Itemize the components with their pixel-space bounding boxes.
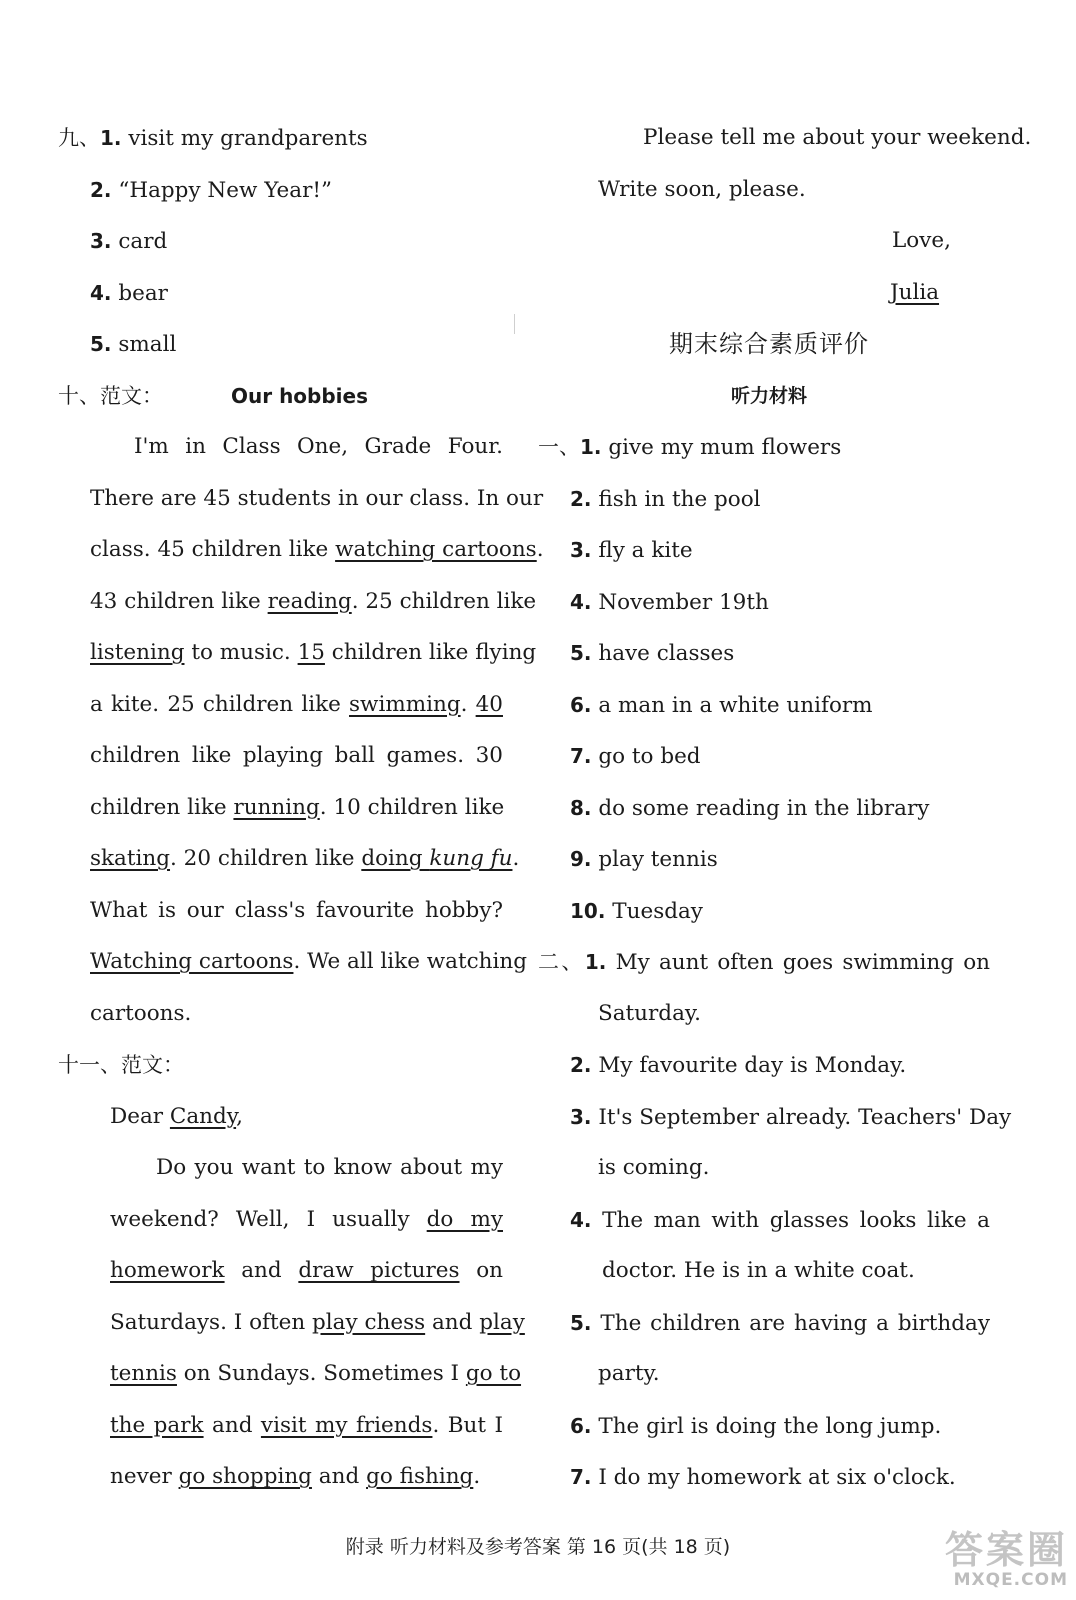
sec9-item-5: 5. small bbox=[90, 332, 177, 357]
sec2-marker: 二、 bbox=[538, 950, 585, 974]
sec11-marker: 十一、范文： bbox=[58, 1053, 184, 1077]
essay-title: Our hobbies bbox=[231, 383, 369, 408]
sec2-item-5-cont: party. bbox=[598, 1361, 660, 1386]
sec1-item-4: 4. November 19th bbox=[570, 589, 769, 615]
sec2-item-5: 5. The children are having a birthday bbox=[570, 1310, 990, 1336]
sec10-header bbox=[58, 373, 503, 425]
sec9-item-3: 3. card bbox=[90, 229, 168, 254]
sec1-item-6: 6. a man in a white uniform bbox=[570, 692, 873, 718]
sec9-item-2: 2. “Happy New Year!” bbox=[90, 177, 332, 203]
essay-line: What is our class's favourite hobby? bbox=[90, 897, 503, 923]
sec2-item-4: 4. The man with glasses looks like a bbox=[570, 1207, 990, 1233]
sec2-item-3: 3. It's September already. Teachers' Day bbox=[570, 1104, 1012, 1130]
right-column bbox=[538, 115, 1032, 1506]
sec9-item-4: 4. bear bbox=[90, 280, 168, 306]
sec1-item-7: 7. go to bed bbox=[570, 744, 701, 769]
page-footer: 附录 听力材料及参考答案 第 16 页(共 18 页) bbox=[345, 1536, 731, 1558]
essay-line: children like running. 10 children like bbox=[90, 794, 505, 820]
watermark-logo bbox=[938, 1530, 1068, 1592]
sec2-item-3-cont: is coming. bbox=[598, 1155, 710, 1180]
listening-title: 听力材料 bbox=[730, 384, 807, 407]
sec11-header bbox=[58, 1042, 503, 1094]
sec9-marker: 九、 bbox=[58, 126, 100, 150]
sec2-item-6: 6. The girl is doing the long jump. bbox=[570, 1413, 942, 1439]
essay-line: There are 45 students in our class. In our bbox=[90, 485, 544, 511]
letter-greeting: Dear Candy, bbox=[110, 1103, 243, 1129]
sec2-item-7: 7. I do my homework at six o'clock. bbox=[570, 1465, 956, 1490]
sec1-item-1: 一、1. give my mum flowers bbox=[538, 435, 842, 460]
letter-line: Saturdays. I often play chess and play bbox=[110, 1309, 525, 1335]
sec1-item-10: 10. Tuesday bbox=[570, 898, 703, 924]
letter-line: Do you want to know about my bbox=[156, 1155, 503, 1180]
exam-title: 期末综合素质评价 bbox=[669, 330, 869, 358]
sec1-marker: 一、 bbox=[538, 435, 580, 459]
letter-line: the park and visit my friends. But I bbox=[110, 1412, 503, 1438]
watermark-url: MXQE.COM bbox=[953, 1570, 1068, 1590]
letter-line: Please tell me about your weekend. bbox=[643, 125, 1032, 150]
column-divider bbox=[514, 314, 515, 334]
essay-line: Watching cartoons. We all like watching bbox=[90, 949, 528, 974]
letter-line: Write soon, please. bbox=[598, 176, 806, 202]
letter-line: never go shopping and go fishing. bbox=[110, 1464, 481, 1489]
letter-closing: Love, bbox=[892, 228, 951, 253]
letter-line: homework and draw pictures on bbox=[110, 1258, 503, 1283]
sec9-item-1: 九、1. visit my grandparents bbox=[58, 126, 368, 151]
sec2-item-2: 2. My favourite day is Monday. bbox=[570, 1053, 907, 1078]
essay-line: 43 children like reading. 25 children like bbox=[90, 588, 537, 614]
essay-line: I'm in Class One, Grade Four. bbox=[134, 434, 503, 459]
sec1-item-3: 3. fly a kite bbox=[570, 538, 693, 563]
watermark-text: 答案圈 bbox=[944, 1528, 1068, 1572]
sec1-item-9: 9. play tennis bbox=[570, 847, 718, 872]
sec10-marker: 十、范文： bbox=[58, 383, 163, 408]
left-column bbox=[58, 115, 544, 1506]
essay-line: children like playing ball games. 30 bbox=[90, 743, 503, 768]
sec2-item-1-cont: Saturday. bbox=[598, 1000, 702, 1026]
sec1-item-5: 5. have classes bbox=[570, 641, 735, 666]
essay-line: listening to music. 15 children like flying bbox=[90, 640, 537, 665]
essay-line: skating. 20 children like doing kung fu. bbox=[90, 846, 520, 871]
essay-line: class. 45 children like watching cartoons. bbox=[90, 537, 544, 562]
sec1-item-2: 2. fish in the pool bbox=[570, 486, 761, 512]
sec2-item-1: 二、1. My aunt often goes swimming on bbox=[538, 950, 991, 975]
essay-line: a kite. 25 children like swimming. 40 bbox=[90, 691, 503, 717]
letter-line: tennis on Sundays. Sometimes I go to bbox=[110, 1361, 522, 1386]
letter-signature: Julia bbox=[890, 279, 940, 305]
letter-line: weekend? Well, I usually do my bbox=[110, 1206, 503, 1232]
essay-line: cartoons. bbox=[90, 1000, 192, 1026]
sec1-item-8: 8. do some reading in the library bbox=[570, 795, 930, 821]
sec2-item-4-cont: doctor. He is in a white coat. bbox=[602, 1258, 915, 1283]
